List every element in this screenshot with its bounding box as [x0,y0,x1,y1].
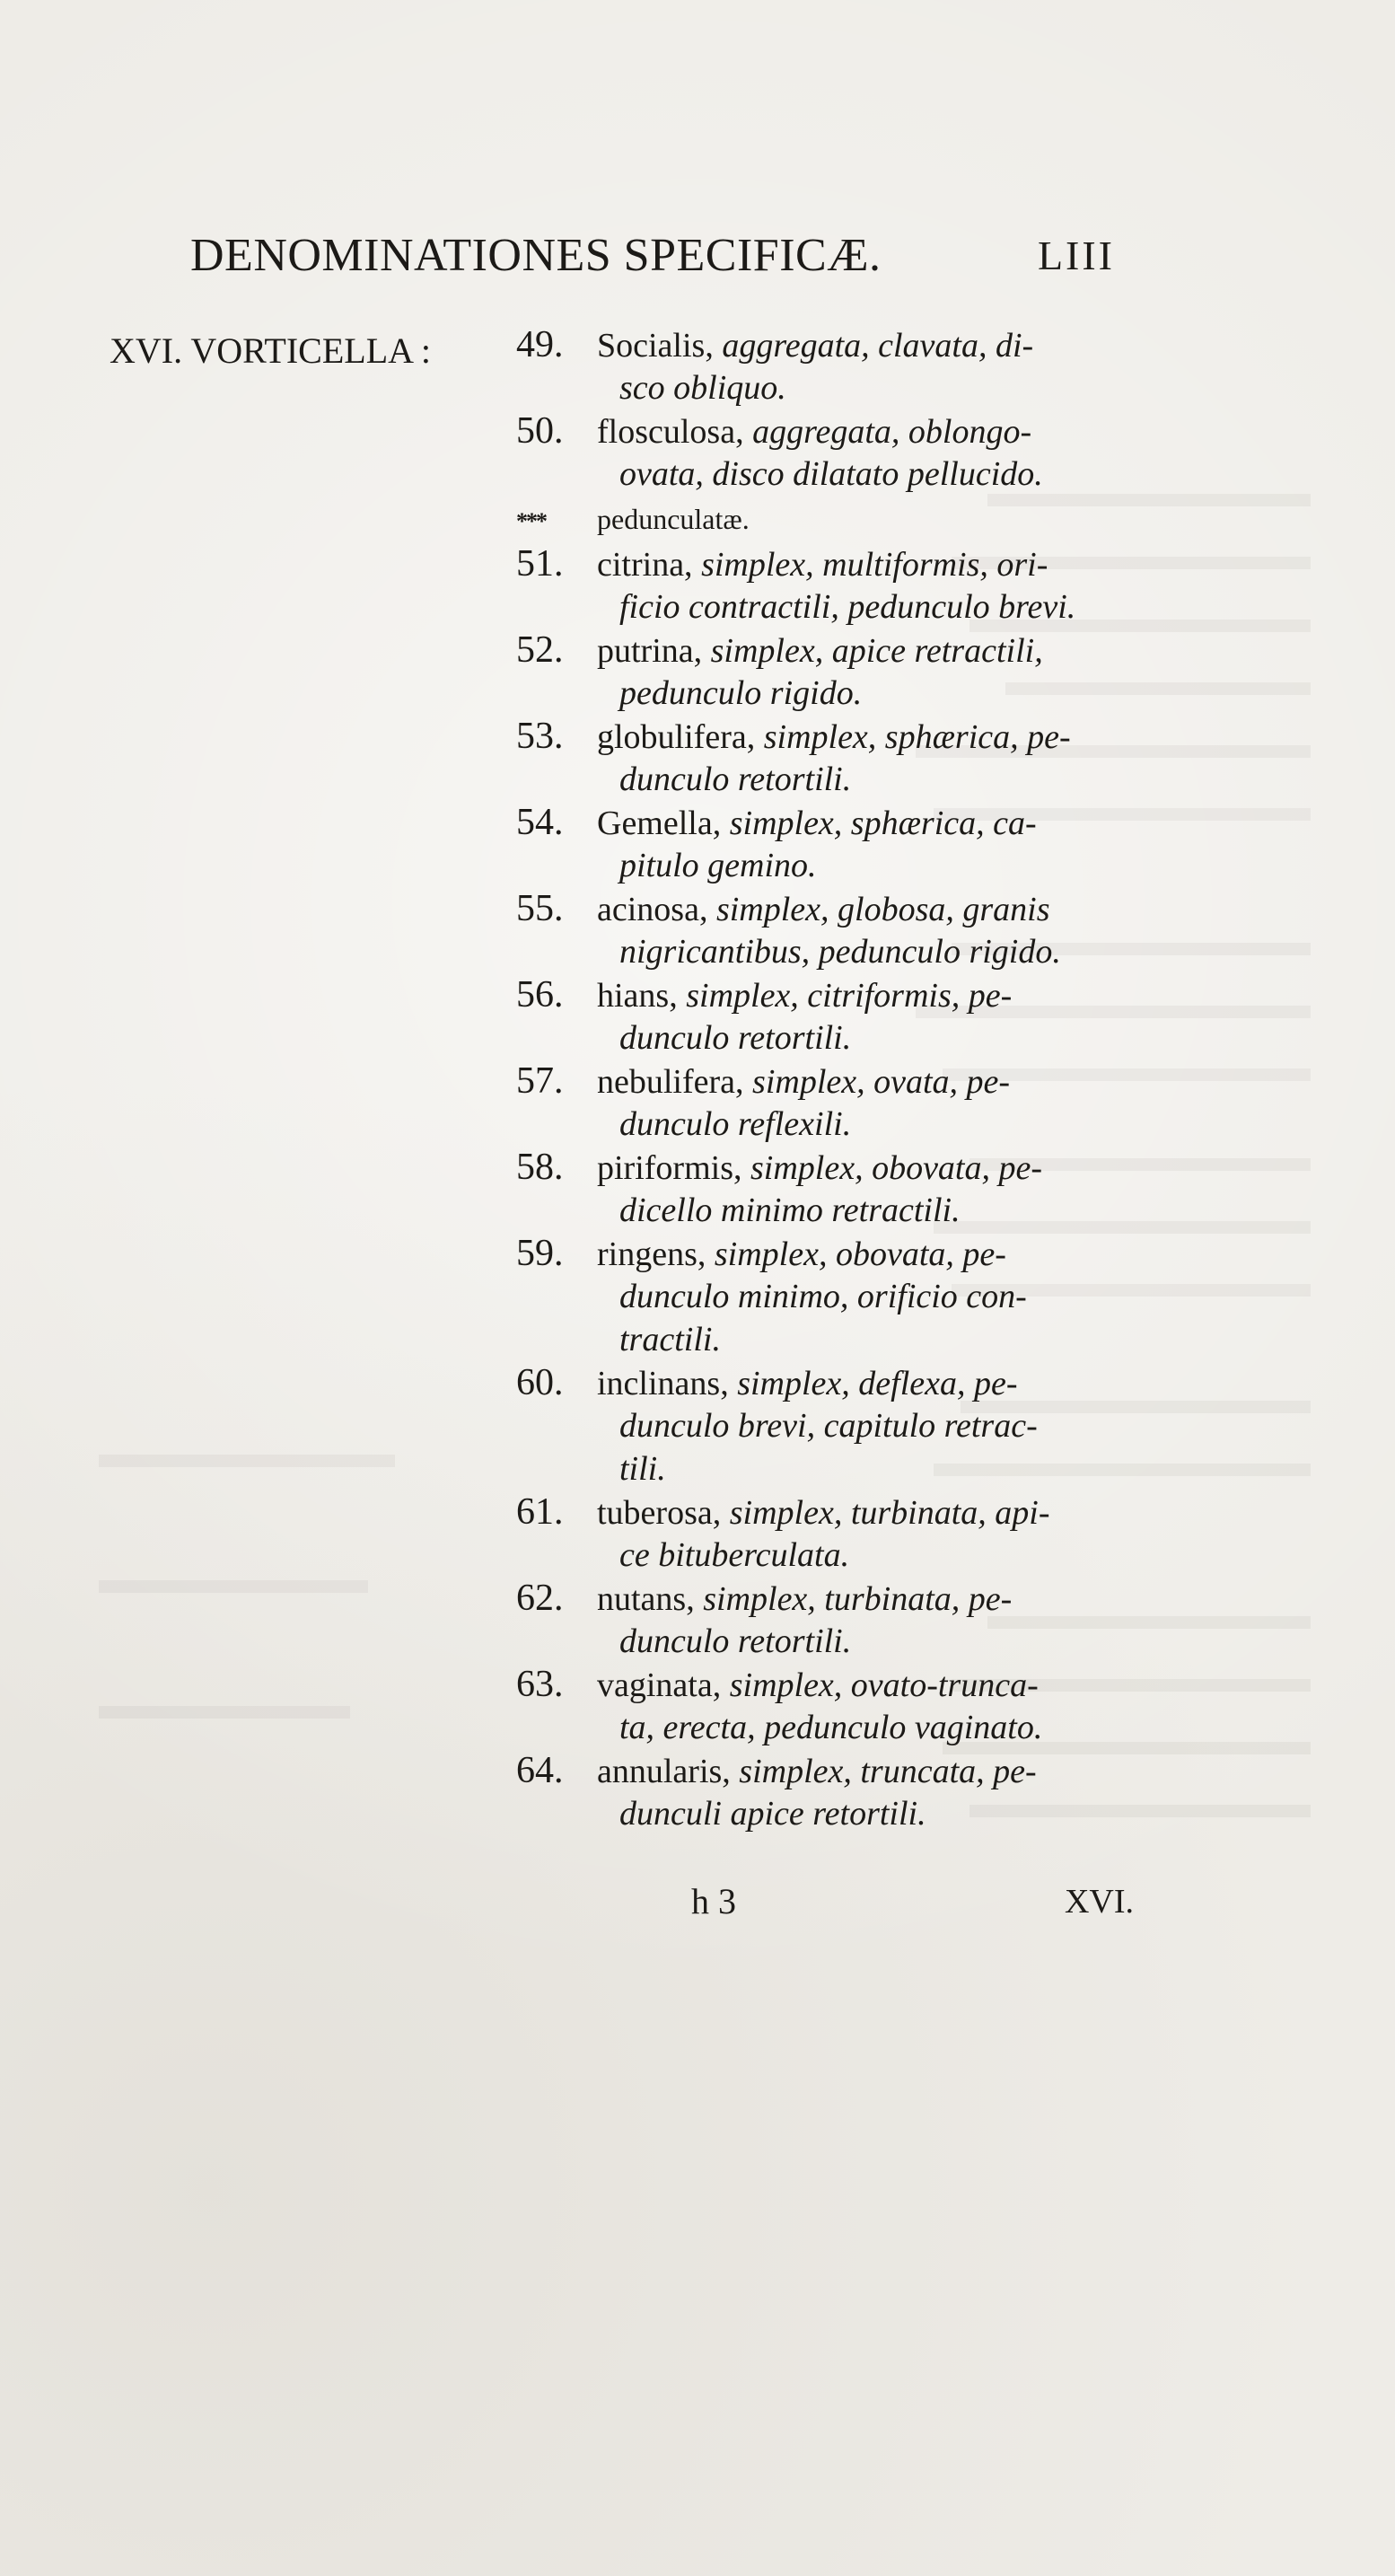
entry-number: 61. [516,1491,564,1533]
species-description: simplex, turbinata, pe- [703,1580,1013,1618]
entry-line [516,629,1180,672]
entry-number: 50. [516,410,564,452]
entry-line [516,930,1180,973]
species-description: dicello minimo retractili. [619,1191,961,1229]
species-entry [516,323,1180,409]
species-name: Gemella, [597,804,730,842]
species-description: simplex, ovato-trunca- [729,1666,1039,1704]
entry-number: 51. [516,543,564,585]
species-description: pitulo gemino. [619,847,817,884]
species-name: piriformis, [597,1149,750,1187]
species-name: putrina, [597,632,711,670]
species-description: simplex, turbinata, api- [729,1494,1050,1532]
entry-line [516,453,1180,496]
entry-line [516,366,1180,409]
entry-number: 49. [516,324,564,365]
section-label: pedunculatæ. [597,503,750,535]
species-description: aggregata, oblongo- [752,413,1032,451]
entry-line [516,1706,1180,1749]
species-entry [516,409,1180,496]
entry-line [516,1318,1180,1361]
entry-line [516,1577,1180,1620]
species-description: ficio contractili, pedunculo brevi. [619,588,1076,626]
page-title: DENOMINATIONES SPECIFICÆ. [190,230,882,281]
species-description: aggregata, clavata, di- [722,327,1034,365]
entry-line [516,758,1180,801]
species-name: nebulifera, [597,1063,753,1101]
species-entry [516,1577,1180,1663]
species-description: dunculo reflexili. [619,1105,852,1143]
species-entry [516,1663,1180,1749]
entry-line [516,585,1180,629]
species-description: ovata, disco dilatato pellucido. [619,455,1043,493]
species-description: tractili. [619,1321,721,1358]
entry-line [516,1447,1180,1490]
species-name: annularis, [597,1753,740,1790]
entry-number: 55. [516,888,564,929]
entry-number: 58. [516,1147,564,1188]
species-description: simplex, citriformis, pe- [686,977,1013,1015]
entry-line [516,1146,1180,1189]
entry-number: 56. [516,974,564,1015]
entry-line [516,1792,1180,1835]
entry-line [516,1404,1180,1447]
species-description: nigricantibus, pedunculo rigido. [619,933,1061,971]
species-entry [516,1059,1180,1146]
catchword: XVI. [1064,1883,1134,1921]
genus-label: XVI. VORTICELLA : [110,330,431,371]
entry-line [516,1534,1180,1577]
species-entry [516,801,1180,887]
species-entry [516,1146,1180,1232]
entry-line [516,1103,1180,1146]
species-list [516,323,1180,1835]
entry-number: 57. [516,1060,564,1102]
species-description: simplex, multiformis, ori- [701,546,1048,584]
species-entry [516,887,1180,973]
species-name: acinosa, [597,891,716,928]
species-description: pedunculo rigido. [619,674,863,712]
species-name: vaginata, [597,1666,730,1704]
species-entry [516,1490,1180,1577]
species-description: sco obliquo. [619,369,786,407]
species-name: Socialis, [597,327,723,365]
species-description: dunculo minimo, orificio con- [619,1278,1027,1315]
species-name: flosculosa, [597,413,753,451]
species-entry [516,542,1180,629]
page-number: LIII [1037,233,1115,278]
species-description: dunculo brevi, capitulo retrac- [619,1407,1038,1445]
entry-line [516,1275,1180,1318]
species-description: simplex, truncata, pe- [739,1753,1037,1790]
species-name: hians, [597,977,687,1015]
species-description: simplex, sphærica, pe- [763,718,1071,756]
running-head [190,224,1115,287]
entry-line [516,1232,1180,1275]
species-description: simplex, apice retractili, [710,632,1043,670]
species-description: tili. [619,1450,666,1488]
species-name: inclinans, [597,1365,738,1402]
species-description: ce bituberculata. [619,1536,850,1574]
species-name: globulifera, [597,718,764,756]
entry-line [516,323,1180,366]
entry-line [516,1620,1180,1663]
entry-line [516,1663,1180,1706]
entry-line [516,801,1180,844]
species-description: dunculo retortili. [619,1622,852,1660]
species-name: ringens, [597,1235,715,1273]
species-entry [516,973,1180,1059]
section-heading [516,496,1180,542]
species-description: simplex, sphærica, ca- [729,804,1037,842]
entry-number: 52. [516,629,564,671]
entry-line [516,672,1180,715]
species-description: dunculo retortili. [619,760,852,798]
species-entry [516,1232,1180,1361]
species-name: tuberosa, [597,1494,730,1532]
entry-number: 54. [516,802,564,843]
entry-line [516,715,1180,758]
entry-line [516,887,1180,930]
species-description: simplex, deflexa, pe- [737,1365,1018,1402]
species-name: citrina, [597,546,702,584]
species-description: ta, erecta, pedunculo vaginato. [619,1709,1043,1746]
species-entry [516,1361,1180,1490]
entry-line [516,1361,1180,1404]
entry-number: 63. [516,1664,564,1705]
section-stars: *** [516,508,546,534]
entry-line [516,844,1180,887]
page-footer [516,1877,1180,1927]
entry-line [516,1059,1180,1103]
species-entry [516,629,1180,715]
entry-number: 53. [516,716,564,757]
species-description: simplex, ovata, pe- [752,1063,1011,1101]
signature-mark: h 3 [691,1881,736,1921]
species-description: dunculi apice retortili. [619,1795,926,1833]
entry-line [516,973,1180,1016]
entry-number: 62. [516,1578,564,1619]
species-name: nutans, [597,1580,704,1618]
entry-number: 59. [516,1233,564,1274]
entry-line [516,1016,1180,1059]
species-entry [516,715,1180,801]
entry-number: 60. [516,1362,564,1403]
entry-line [516,1189,1180,1232]
entry-line [516,1749,1180,1792]
species-entry [516,1749,1180,1835]
entry-line [516,409,1180,453]
entry-number: 64. [516,1750,564,1791]
entry-line [516,1490,1180,1534]
species-description: simplex, obovata, pe- [714,1235,1006,1273]
species-description: simplex, globosa, granis [715,891,1050,928]
species-description: dunculo retortili. [619,1019,852,1057]
species-description: simplex, obovata, pe- [750,1149,1043,1187]
entry-line [516,542,1180,585]
